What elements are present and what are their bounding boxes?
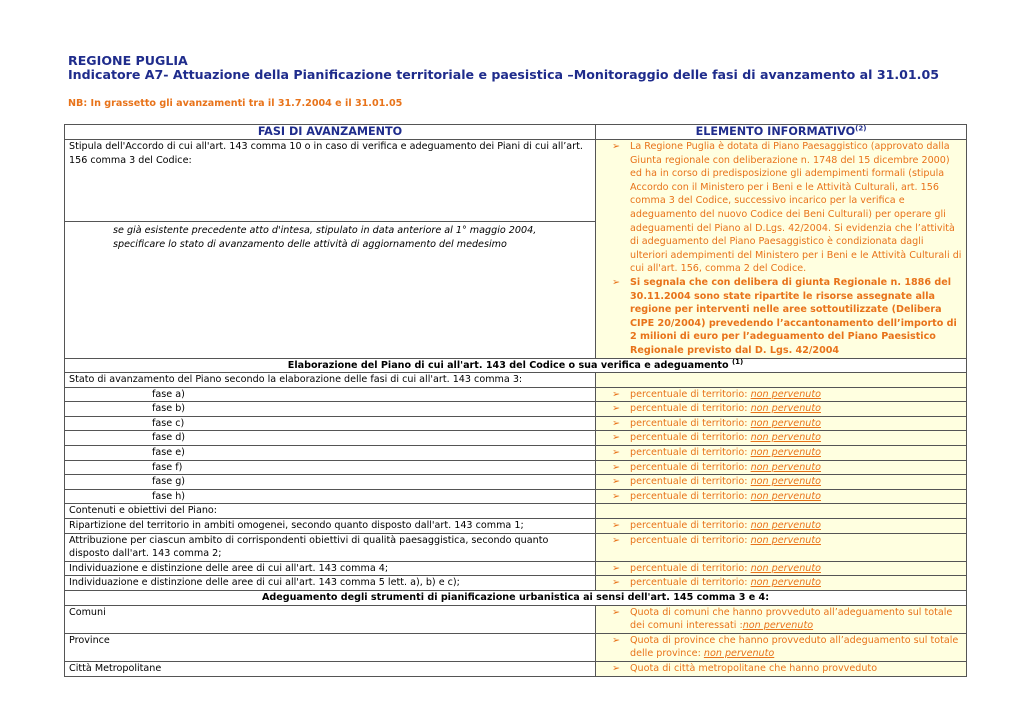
fase-label: fase g) bbox=[65, 475, 596, 490]
list-item: ➢ La Regione Puglia è dotata di Piano Paesaggistico (approvato dalla Giunta regionale con deliberazione n. 1748 del 15 dicembre 2000) ed ha in corso di predisposizione gli adempimenti formali (stipula Accordo con il Ministero per i Beni e le Attività Culturali, art. 156 comma 3 del Codice, successivo incarico per la verifica e adeguamento del nuovo Codice dei Beni Culturali) per operare gli adeguamenti del Piano al D.Lgs. 42/2004. Si evidenzia che l’attività di adeguamento del Piano Paesaggistico è condizionata dagli ulteriori adempimenti del Ministero per i Beni e le Attività Culturali di cui all'art. 156, comma 2 del Codice. bbox=[600, 140, 962, 276]
arrow-bullet-icon: ➢ bbox=[612, 276, 621, 288]
arrow-bullet-icon: ➢ bbox=[612, 447, 621, 459]
table-row: Individuazione e distinzione delle aree di cui all'art. 143 comma 5 lett. a), b) e c); ➢ percentuale di territorio: non pervenuto bbox=[65, 576, 967, 591]
arrow-bullet-icon: ➢ bbox=[612, 141, 621, 152]
individuazione-text: Individuazione e distinzione delle aree di cui all'art. 143 comma 4; bbox=[65, 561, 596, 576]
table-row: fase a) ➢ percentuale di territorio: non pervenuto bbox=[65, 387, 967, 402]
arrow-bullet-icon: ➢ bbox=[612, 562, 621, 574]
fase-label: fase e) bbox=[65, 446, 596, 461]
document-subtitle: Indicatore A7- Attuazione della Pianificazione territoriale e paesistica –Monitoraggio delle fasi di avanzamento al 31.01.05 bbox=[68, 67, 939, 82]
arrow-bullet-icon: ➢ bbox=[612, 520, 621, 532]
table-row: fase f) ➢ percentuale di territorio: non pervenuto bbox=[65, 460, 967, 475]
table-row bbox=[65, 140, 967, 359]
province-label: Province bbox=[65, 633, 596, 661]
fase-label: fase f) bbox=[65, 460, 596, 475]
contenuti-text: Contenuti e obiettivi del Piano: bbox=[65, 504, 596, 519]
table-row: Città Metropolitane ➢ Quota di città metropolitane che hanno provveduto bbox=[65, 661, 967, 676]
arrow-bullet-icon: ➢ bbox=[612, 417, 621, 429]
table-row: Individuazione e distinzione delle aree di cui all'art. 143 comma 4; ➢ percentuale di territorio: non pervenuto bbox=[65, 561, 967, 576]
table-row: Province ➢ Quota di province che hanno provveduto all’adeguamento sul totale delle province: non pervenuto bbox=[65, 633, 967, 661]
section-row bbox=[65, 358, 967, 373]
fase-label: fase h) bbox=[65, 489, 596, 504]
stato-text: Stato di avanzamento del Piano secondo la elaborazione delle fasi di cui all'art. 143 comma 3: bbox=[65, 373, 596, 388]
fase-label: fase b) bbox=[65, 402, 596, 417]
table-row: Comuni ➢ Quota di comuni che hanno provveduto all’adeguamento sul totale dei comuni interessati :non pervenuto bbox=[65, 605, 967, 633]
arrow-bullet-icon: ➢ bbox=[612, 403, 621, 415]
col-header-fasi: FASI DI AVANZAMENTO bbox=[65, 125, 596, 140]
arrow-bullet-icon: ➢ bbox=[612, 388, 621, 400]
arrow-bullet-icon: ➢ bbox=[612, 432, 621, 444]
arrow-bullet-icon: ➢ bbox=[612, 534, 621, 546]
section-adeguamento: Adeguamento degli strumenti di pianificazione urbanistica ai sensi dell'art. 145 comma 3 e 4: bbox=[65, 591, 967, 606]
table-row bbox=[65, 373, 967, 388]
monitoring-table bbox=[64, 124, 967, 677]
section-row bbox=[65, 591, 967, 606]
table-row: fase h) ➢ percentuale di territorio: non pervenuto bbox=[65, 489, 967, 504]
table-row: Ripartizione del territorio in ambiti omogenei, secondo quanto disposto dall'art. 143 comma 1; ➢ percentuale di territorio: non pervenuto bbox=[65, 519, 967, 534]
individuazione-text: Individuazione e distinzione delle aree di cui all'art. 143 comma 5 lett. a), b) e c); bbox=[65, 576, 596, 591]
arrow-bullet-icon: ➢ bbox=[612, 577, 621, 589]
stipula-cell bbox=[65, 140, 596, 359]
table-row: fase d) ➢ percentuale di territorio: non pervenuto bbox=[65, 431, 967, 446]
table-row: fase g) ➢ percentuale di territorio: non pervenuto bbox=[65, 475, 967, 490]
info-cell bbox=[596, 140, 967, 359]
table-row: fase e) ➢ percentuale di territorio: non pervenuto bbox=[65, 446, 967, 461]
table-row: fase c) ➢ percentuale di territorio: non pervenuto bbox=[65, 416, 967, 431]
col-header-elemento: ELEMENTO INFORMATIVO$^{(2)}$ bbox=[596, 125, 967, 140]
stipula-text: Stipula dell'Accordo di cui all'art. 143 comma 10 o in caso di verifica e adeguamento dei Piani di cui all’art. 156 comma 3 del Codice: bbox=[69, 141, 583, 166]
section-elaborazione: Elaborazione del Piano di cui all'art. 143 del Codice o sua verifica e adeguamento $^{(1)}$ bbox=[65, 358, 967, 373]
comuni-label: Comuni bbox=[65, 605, 596, 633]
table-row: Attribuzione per ciascun ambito di corrispondenti obiettivi di qualità paesaggistica, secondo quanto disposto dall'art. 143 comma 2; ➢ percentuale di territorio: non pervenuto bbox=[65, 533, 967, 561]
fase-label: fase c) bbox=[65, 416, 596, 431]
document-title: REGIONE PUGLIA bbox=[68, 53, 188, 68]
ripartizione-text: Ripartizione del territorio in ambiti omogenei, secondo quanto disposto dall'art. 143 comma 1; bbox=[65, 519, 596, 534]
arrow-bullet-icon: ➢ bbox=[612, 662, 621, 674]
citta-label: Città Metropolitane bbox=[65, 661, 596, 676]
note-text: NB: In grassetto gli avanzamenti tra il 31.7.2004 e il 31.01.05 bbox=[68, 98, 403, 109]
table-row: fase b) ➢ percentuale di territorio: non pervenuto bbox=[65, 402, 967, 417]
arrow-bullet-icon: ➢ bbox=[612, 606, 621, 618]
stipula-note: se già esistente precedente atto d'intesa, stipulato in data anteriore al 1° maggio 2004, specificare lo stato di avanzamento delle attività di aggiornamento del medesimo bbox=[113, 225, 537, 250]
arrow-bullet-icon: ➢ bbox=[612, 634, 621, 646]
attribuzione-text: Attribuzione per ciascun ambito di corrispondenti obiettivi di qualità paesaggistica, secondo quanto disposto dall'art. 143 comma 2; bbox=[65, 533, 596, 561]
table-header-row bbox=[65, 125, 967, 140]
fase-label: fase d) bbox=[65, 431, 596, 446]
list-item: ➢ Si segnala che con delibera di giunta Regionale n. 1886 del 30.11.2004 sono state ripartite le risorse assegnate alla regione per interventi nelle aree sottoutilizzate (Delibera CIPE 20/2004) prevedendo l’accantonamento dell’importo di 2 milioni di euro per l’adeguamento del Piano Paesistico Regionale previsto dal D. Lgs. 42/2004 bbox=[600, 276, 962, 358]
fase-label: fase a) bbox=[65, 387, 596, 402]
arrow-bullet-icon: ➢ bbox=[612, 490, 621, 502]
arrow-bullet-icon: ➢ bbox=[612, 461, 621, 473]
table-row bbox=[65, 504, 967, 519]
arrow-bullet-icon: ➢ bbox=[612, 476, 621, 488]
